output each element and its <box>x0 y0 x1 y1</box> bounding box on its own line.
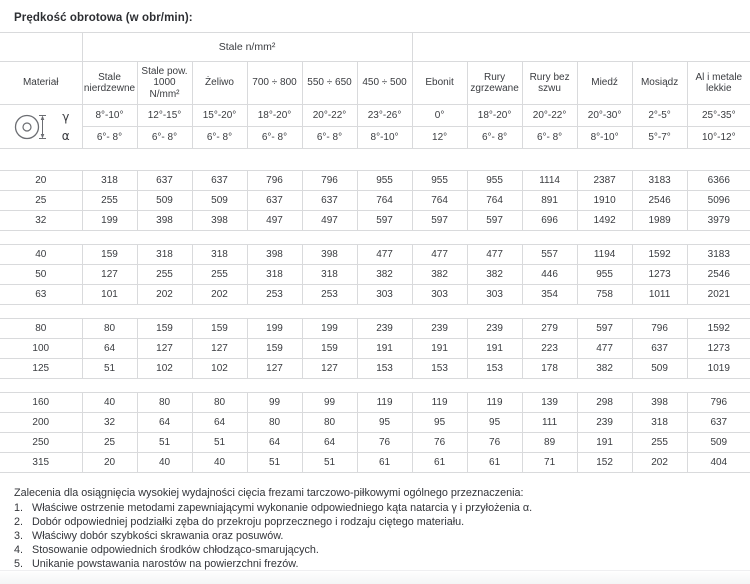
separator-row <box>0 305 750 319</box>
speed-value-cell: 191 <box>577 433 632 453</box>
table-row <box>0 127 750 149</box>
rake-angle-cell: 20°-30° <box>577 105 632 127</box>
speed-value-cell: 477 <box>357 245 412 265</box>
speed-value-cell: 223 <box>522 339 577 359</box>
speed-value-cell: 382 <box>412 265 467 285</box>
note-item <box>14 515 750 529</box>
rake-angle-cell: 23°-26° <box>357 105 412 127</box>
speed-value-cell: 1592 <box>687 319 750 339</box>
rake-symbol: γ <box>62 109 70 124</box>
clearance-angle-cell: 6°- 8° <box>82 127 137 149</box>
note-item <box>14 501 750 515</box>
clearance-angle-cell: 6°- 8° <box>522 127 577 149</box>
speed-value-cell: 398 <box>192 211 247 231</box>
speed-value-cell: 80 <box>302 413 357 433</box>
speed-value-cell: 637 <box>687 413 750 433</box>
corner-cell <box>0 33 82 62</box>
speed-value-cell: 191 <box>357 339 412 359</box>
column-header: 550 ÷ 650 <box>302 62 357 105</box>
speed-value-cell: 382 <box>577 359 632 379</box>
speed-value-cell: 51 <box>192 433 247 453</box>
speed-value-cell: 153 <box>467 359 522 379</box>
rake-angle-cell: 25°-35° <box>687 105 750 127</box>
speed-value-cell: 1592 <box>632 245 687 265</box>
column-header: Żeliwo <box>192 62 247 105</box>
speed-value-cell: 1011 <box>632 285 687 305</box>
speed-value-cell: 119 <box>412 393 467 413</box>
speed-value-cell: 796 <box>302 171 357 191</box>
speed-value-cell: 40 <box>137 453 192 473</box>
speed-value-cell: 239 <box>412 319 467 339</box>
speed-value-cell: 1492 <box>577 211 632 231</box>
speed-value-cell: 40 <box>82 393 137 413</box>
note-text: Właściwe ostrzenie metodami zapewniającymi wykonanie odpowiedniego kąta natarcia γ i przyłożenia α. <box>32 502 533 514</box>
column-header: Stale pow. 1000 N/mm² <box>137 62 192 105</box>
speed-value-cell: 758 <box>577 285 632 305</box>
speed-value-cell: 76 <box>357 433 412 453</box>
note-number: 1. <box>14 502 24 514</box>
speed-value-cell: 597 <box>577 319 632 339</box>
speed-value-cell: 153 <box>357 359 412 379</box>
speed-value-cell: 1194 <box>577 245 632 265</box>
speed-value-cell: 61 <box>412 453 467 473</box>
speed-value-cell: 202 <box>632 453 687 473</box>
note-number: 2. <box>14 516 24 528</box>
clearance-angle-cell: 8°-10° <box>357 127 412 149</box>
speed-value-cell: 20 <box>82 453 137 473</box>
speed-value-cell: 255 <box>82 191 137 211</box>
speed-value-cell: 597 <box>357 211 412 231</box>
speed-value-cell: 253 <box>247 285 302 305</box>
speed-value-cell: 509 <box>192 191 247 211</box>
speed-value-cell: 318 <box>192 245 247 265</box>
speed-value-cell: 102 <box>137 359 192 379</box>
clearance-angle-cell: 10°-12° <box>687 127 750 149</box>
speed-value-cell: 255 <box>632 433 687 453</box>
diameter-cell: 80 <box>0 319 82 339</box>
table-row <box>0 285 750 305</box>
speed-value-cell: 3183 <box>687 245 750 265</box>
note-number: 4. <box>14 544 24 556</box>
speed-value-cell: 2021 <box>687 285 750 305</box>
column-header: Stale nierdzewne <box>82 62 137 105</box>
rake-angle-cell: 2°-5° <box>632 105 687 127</box>
table-row <box>0 211 750 231</box>
material-header: Materiał <box>0 62 82 105</box>
speed-value-cell: 5096 <box>687 191 750 211</box>
speed-value-cell: 32 <box>82 413 137 433</box>
speed-value-cell: 398 <box>302 245 357 265</box>
note-text: Unikanie powstawania narostów na powierzchni frezów. <box>32 558 299 570</box>
table-row <box>0 245 750 265</box>
diameter-cell: 63 <box>0 285 82 305</box>
speed-value-cell: 318 <box>632 413 687 433</box>
speed-value-cell: 239 <box>467 319 522 339</box>
cutter-diagram-cell <box>0 105 82 149</box>
footer-strip <box>0 570 750 584</box>
diameter-cell: 32 <box>0 211 82 231</box>
speed-value-cell: 404 <box>687 453 750 473</box>
speed-value-cell: 80 <box>192 393 247 413</box>
rake-angle-cell: 8°-10° <box>82 105 137 127</box>
speed-value-cell: 127 <box>247 359 302 379</box>
speed-value-cell: 127 <box>137 339 192 359</box>
speed-value-cell: 497 <box>302 211 357 231</box>
speed-value-cell: 637 <box>137 171 192 191</box>
speed-value-cell: 398 <box>137 211 192 231</box>
speed-value-cell: 199 <box>82 211 137 231</box>
rake-angle-cell: 12°-15° <box>137 105 192 127</box>
speed-value-cell: 76 <box>412 433 467 453</box>
speed-value-cell: 40 <box>192 453 247 473</box>
speed-value-cell: 191 <box>467 339 522 359</box>
speed-value-cell: 2387 <box>577 171 632 191</box>
speed-value-cell: 509 <box>632 359 687 379</box>
speed-value-cell: 955 <box>357 171 412 191</box>
speed-value-cell: 764 <box>412 191 467 211</box>
speed-value-cell: 796 <box>247 171 302 191</box>
speed-value-cell: 3183 <box>632 171 687 191</box>
table-row <box>0 33 750 62</box>
speed-value-cell: 80 <box>137 393 192 413</box>
column-header: Rury zgrzewane <box>467 62 522 105</box>
speed-value-cell: 51 <box>247 453 302 473</box>
rake-angle-cell: 18°-20° <box>467 105 522 127</box>
diameter-cell: 25 <box>0 191 82 211</box>
clearance-angle-cell: 6°- 8° <box>247 127 302 149</box>
note-text: Stosowanie odpowiednich środków chłodząco-smarujących. <box>32 544 319 556</box>
speed-value-cell: 64 <box>82 339 137 359</box>
table-row <box>0 171 750 191</box>
column-header: 700 ÷ 800 <box>247 62 302 105</box>
speed-value-cell: 279 <box>522 319 577 339</box>
speed-value-cell: 446 <box>522 265 577 285</box>
speed-value-cell: 955 <box>412 171 467 191</box>
table-row <box>0 433 750 453</box>
separator-row <box>0 231 750 245</box>
page-title: Prędkość obrotowa (w obr/min): <box>14 12 193 24</box>
speed-value-cell: 955 <box>577 265 632 285</box>
note-number: 3. <box>14 530 24 542</box>
speed-value-cell: 637 <box>632 339 687 359</box>
diameter-cell: 100 <box>0 339 82 359</box>
speed-value-cell: 764 <box>467 191 522 211</box>
speed-value-cell: 1989 <box>632 211 687 231</box>
speed-value-cell: 101 <box>82 285 137 305</box>
speed-value-cell: 3979 <box>687 211 750 231</box>
speed-value-cell: 239 <box>357 319 412 339</box>
speed-value-cell: 61 <box>467 453 522 473</box>
rake-angle-cell: 20°-22° <box>522 105 577 127</box>
table-row <box>0 339 750 359</box>
notes-list <box>14 501 750 571</box>
clearance-angle-cell: 6°- 8° <box>192 127 247 149</box>
separator-row <box>0 379 750 393</box>
speed-value-cell: 71 <box>522 453 577 473</box>
speed-value-cell: 696 <box>522 211 577 231</box>
speed-value-cell: 398 <box>247 245 302 265</box>
diameter-cell: 250 <box>0 433 82 453</box>
speed-value-cell: 61 <box>357 453 412 473</box>
table-row <box>0 265 750 285</box>
speed-value-cell: 64 <box>247 433 302 453</box>
table-row <box>0 191 750 211</box>
speed-value-cell: 76 <box>467 433 522 453</box>
table-row <box>0 62 750 105</box>
speed-value-cell: 202 <box>192 285 247 305</box>
speed-value-cell: 159 <box>137 319 192 339</box>
speed-value-cell: 139 <box>522 393 577 413</box>
speed-value-cell: 99 <box>302 393 357 413</box>
saw-blade-icon <box>12 111 58 143</box>
speed-value-cell: 95 <box>357 413 412 433</box>
diameter-cell: 20 <box>0 171 82 191</box>
speed-value-cell: 25 <box>82 433 137 453</box>
speed-value-cell: 159 <box>247 339 302 359</box>
speed-value-cell: 51 <box>137 433 192 453</box>
speed-value-cell: 382 <box>357 265 412 285</box>
speed-value-cell: 1114 <box>522 171 577 191</box>
speed-value-cell: 303 <box>467 285 522 305</box>
separator-row <box>0 149 750 171</box>
speed-value-cell: 153 <box>412 359 467 379</box>
speed-value-cell: 159 <box>302 339 357 359</box>
speed-value-cell: 95 <box>467 413 522 433</box>
empty-group-header <box>412 33 750 62</box>
rake-angle-cell: 0° <box>412 105 467 127</box>
speed-value-cell: 477 <box>412 245 467 265</box>
speed-value-cell: 477 <box>467 245 522 265</box>
speed-value-cell: 152 <box>577 453 632 473</box>
speed-value-cell: 2546 <box>687 265 750 285</box>
note-number: 5. <box>14 558 24 570</box>
diameter-cell: 40 <box>0 245 82 265</box>
diameter-cell: 50 <box>0 265 82 285</box>
speed-value-cell: 398 <box>632 393 687 413</box>
speed-value-cell: 891 <box>522 191 577 211</box>
speed-value-cell: 637 <box>302 191 357 211</box>
speed-value-cell: 764 <box>357 191 412 211</box>
table-row <box>0 319 750 339</box>
column-header: Rury bez szwu <box>522 62 577 105</box>
speed-value-cell: 199 <box>302 319 357 339</box>
table-row <box>0 393 750 413</box>
speed-value-cell: 318 <box>137 245 192 265</box>
speed-value-cell: 303 <box>357 285 412 305</box>
table-row <box>0 105 750 127</box>
speed-value-cell: 119 <box>467 393 522 413</box>
speed-value-cell: 1273 <box>632 265 687 285</box>
speed-value-cell: 796 <box>687 393 750 413</box>
column-header: Ebonit <box>412 62 467 105</box>
table-row <box>0 359 750 379</box>
speed-table-grid <box>0 32 750 473</box>
note-text: Dobór odpowiedniej podziałki zęba do przekroju poprzecznego i rodzaju ciętego materiału. <box>32 516 465 528</box>
speed-value-cell: 159 <box>82 245 137 265</box>
angle-symbols <box>62 108 70 145</box>
speed-value-cell: 318 <box>247 265 302 285</box>
note-text: Właściwy dobór szybkości skrawania oraz posuwów. <box>32 530 284 542</box>
speed-value-cell: 64 <box>192 413 247 433</box>
speed-value-cell: 1019 <box>687 359 750 379</box>
speed-value-cell: 159 <box>192 319 247 339</box>
speed-value-cell: 255 <box>192 265 247 285</box>
speed-value-cell: 318 <box>302 265 357 285</box>
clearance-angle-cell: 8°-10° <box>577 127 632 149</box>
speed-value-cell: 255 <box>137 265 192 285</box>
speed-value-cell: 199 <box>247 319 302 339</box>
table-row <box>0 413 750 433</box>
speed-value-cell: 89 <box>522 433 577 453</box>
clearance-angle-cell: 6°- 8° <box>137 127 192 149</box>
clearance-symbol: α <box>61 128 70 143</box>
speed-value-cell: 796 <box>632 319 687 339</box>
speed-value-cell: 509 <box>687 433 750 453</box>
speed-value-cell: 64 <box>137 413 192 433</box>
column-header: Al i metale lekkie <box>687 62 750 105</box>
speed-value-cell: 637 <box>192 171 247 191</box>
speed-value-cell: 354 <box>522 285 577 305</box>
rake-angle-cell: 15°-20° <box>192 105 247 127</box>
speed-value-cell: 477 <box>577 339 632 359</box>
speed-value-cell: 955 <box>467 171 522 191</box>
note-item <box>14 529 750 543</box>
speed-value-cell: 111 <box>522 413 577 433</box>
rake-angle-cell: 18°-20° <box>247 105 302 127</box>
speed-value-cell: 80 <box>82 319 137 339</box>
note-item <box>14 557 750 571</box>
rake-angle-cell: 20°-22° <box>302 105 357 127</box>
speed-value-cell: 1273 <box>687 339 750 359</box>
speed-value-cell: 1910 <box>577 191 632 211</box>
speed-value-cell: 597 <box>412 211 467 231</box>
speed-value-cell: 497 <box>247 211 302 231</box>
speed-value-cell: 119 <box>357 393 412 413</box>
column-header: Miedź <box>577 62 632 105</box>
speed-value-cell: 127 <box>302 359 357 379</box>
note-item <box>14 543 750 557</box>
speed-value-cell: 102 <box>192 359 247 379</box>
table-row <box>0 453 750 473</box>
diameter-cell: 160 <box>0 393 82 413</box>
column-header: Mosiądz <box>632 62 687 105</box>
speed-value-cell: 64 <box>302 433 357 453</box>
speed-value-cell: 6366 <box>687 171 750 191</box>
speed-value-cell: 509 <box>137 191 192 211</box>
speed-value-cell: 127 <box>82 265 137 285</box>
notes-section <box>14 486 750 571</box>
speed-value-cell: 202 <box>137 285 192 305</box>
clearance-angle-cell: 6°- 8° <box>467 127 522 149</box>
clearance-angle-cell: 6°- 8° <box>302 127 357 149</box>
speed-value-cell: 597 <box>467 211 522 231</box>
speed-value-cell: 303 <box>412 285 467 305</box>
speed-value-cell: 298 <box>577 393 632 413</box>
speed-value-cell: 637 <box>247 191 302 211</box>
speed-value-cell: 51 <box>82 359 137 379</box>
speed-value-cell: 239 <box>577 413 632 433</box>
speed-value-cell: 191 <box>412 339 467 359</box>
speed-value-cell: 127 <box>192 339 247 359</box>
steel-group-header: Stale n/mm² <box>82 33 412 62</box>
clearance-angle-cell: 5°-7° <box>632 127 687 149</box>
clearance-angle-cell: 12° <box>412 127 467 149</box>
diameter-cell: 315 <box>0 453 82 473</box>
speed-value-cell: 99 <box>247 393 302 413</box>
speed-value-cell: 318 <box>82 171 137 191</box>
column-header: 450 ÷ 500 <box>357 62 412 105</box>
diameter-cell: 200 <box>0 413 82 433</box>
speed-value-cell: 51 <box>302 453 357 473</box>
speed-value-cell: 557 <box>522 245 577 265</box>
speed-value-cell: 178 <box>522 359 577 379</box>
speed-value-cell: 2546 <box>632 191 687 211</box>
notes-intro: Zalecenia dla osiągnięcia wysokiej wydajności cięcia frezami tarczowo-piłkowymi ogólnego przeznaczenia: <box>14 487 524 499</box>
speed-value-cell: 80 <box>247 413 302 433</box>
diameter-cell: 125 <box>0 359 82 379</box>
speed-value-cell: 253 <box>302 285 357 305</box>
speed-value-cell: 382 <box>467 265 522 285</box>
speed-table <box>0 32 750 473</box>
speed-value-cell: 95 <box>412 413 467 433</box>
